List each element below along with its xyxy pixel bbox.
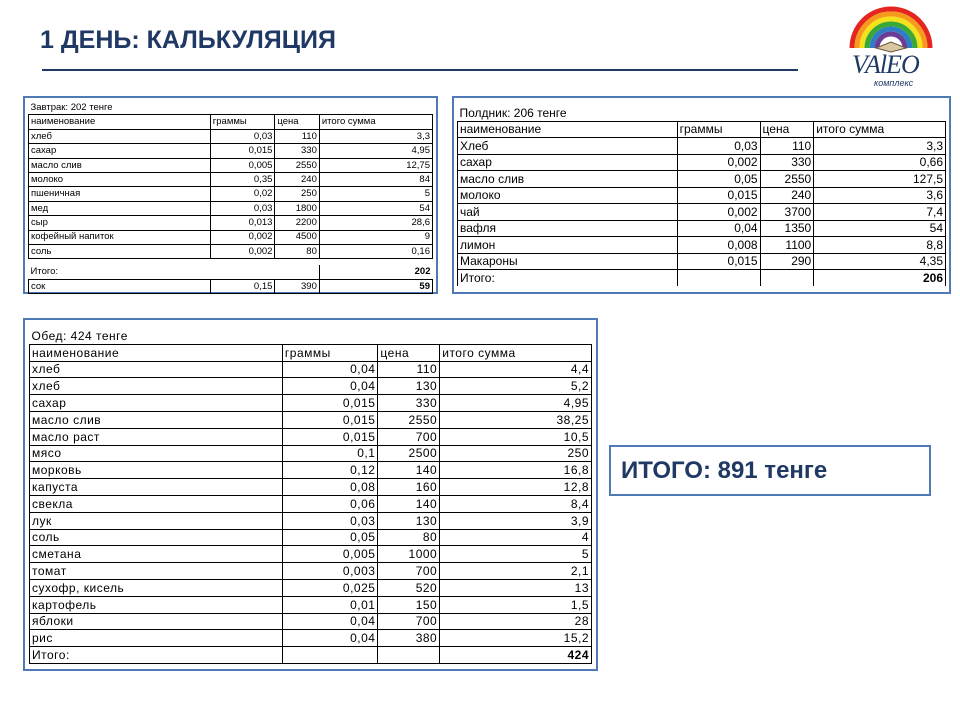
item-price: 330: [760, 154, 814, 171]
item-price: 290: [760, 253, 814, 270]
item-grams: 0,03: [210, 201, 275, 215]
item-price: 2200: [275, 216, 319, 230]
column-header: итого сумма: [440, 344, 592, 361]
table-row: [29, 216, 433, 230]
item-sum: 12,75: [319, 158, 432, 172]
item-name: хлеб: [30, 361, 283, 378]
item-sum: 1,5: [440, 596, 592, 613]
item-sum: 84: [319, 172, 432, 186]
item-sum: 0,16: [319, 244, 432, 258]
item-name: томат: [30, 563, 283, 580]
lunch-caption: Обед: 424 тенге: [31, 328, 128, 343]
table-row: [30, 395, 592, 412]
item-sum: 3,3: [319, 129, 432, 143]
column-header: граммы: [282, 344, 378, 361]
item-sum: 54: [319, 201, 432, 215]
table-row: [30, 563, 592, 580]
item-grams: 0,04: [282, 361, 378, 378]
item-sum: 4,95: [440, 395, 592, 412]
item-price: 520: [378, 579, 440, 596]
item-price: 2550: [760, 171, 814, 188]
item-grams: 0,025: [282, 579, 378, 596]
lunch-total-row: [30, 647, 592, 664]
item-price: 390: [275, 279, 319, 293]
item-price: 1800: [275, 201, 319, 215]
table-row: [30, 596, 592, 613]
item-name: молоко: [29, 172, 211, 186]
item-price: 130: [378, 378, 440, 395]
item-name: мед: [29, 201, 211, 215]
item-grams: 0,003: [282, 563, 378, 580]
item-price: 240: [275, 172, 319, 186]
item-grams: 0,12: [282, 462, 378, 479]
page-title: 1 ДЕНЬ: КАЛЬКУЛЯЦИЯ: [40, 26, 336, 54]
item-name: сухофр, кисель: [30, 579, 283, 596]
item-sum: 5: [319, 187, 432, 201]
item-price: 1100: [760, 237, 814, 254]
item-price: 80: [275, 244, 319, 258]
item-price: 130: [378, 512, 440, 529]
table-row: [29, 144, 433, 158]
column-header: граммы: [210, 115, 275, 129]
item-name: свекла: [30, 495, 283, 512]
breakfast-total-row: [29, 265, 433, 279]
item-name: сахар: [458, 154, 678, 171]
item-name: чай: [458, 204, 678, 221]
item-name: сахар: [29, 144, 211, 158]
item-grams: 0,015: [210, 144, 275, 158]
item-price: 240: [760, 187, 814, 204]
snack-total-row: [458, 270, 946, 286]
table-row: [30, 378, 592, 395]
item-price: 110: [275, 129, 319, 143]
item-sum: 4: [440, 529, 592, 546]
column-header: цена: [760, 121, 814, 138]
item-price: 2500: [378, 445, 440, 462]
item-sum: 12,8: [440, 479, 592, 496]
table-row: [30, 479, 592, 496]
snack-table: [457, 105, 946, 286]
item-sum: 28: [440, 613, 592, 630]
snack-panel: [452, 96, 951, 294]
table-row: [30, 630, 592, 647]
item-grams: 0,015: [282, 428, 378, 445]
column-header: наименование: [458, 121, 678, 138]
item-grams: 0,03: [210, 129, 275, 143]
table-row: [30, 495, 592, 512]
item-price: 700: [378, 428, 440, 445]
item-name: картофель: [30, 596, 283, 613]
item-sum: 8,4: [440, 495, 592, 512]
total-label: Итого:: [458, 270, 678, 286]
column-header: наименование: [29, 115, 211, 129]
item-name: лук: [30, 512, 283, 529]
column-header: итого сумма: [814, 121, 946, 138]
item-grams: 0,15: [210, 279, 275, 293]
item-price: 1000: [378, 546, 440, 563]
item-grams: 0,002: [677, 154, 760, 171]
item-sum: 3,3: [814, 138, 946, 155]
item-name: сметана: [30, 546, 283, 563]
item-price: 2550: [275, 158, 319, 172]
item-grams: 0,02: [210, 187, 275, 201]
item-sum: 3,9: [440, 512, 592, 529]
item-name: соль: [29, 244, 211, 258]
item-price: 150: [378, 596, 440, 613]
item-sum: 4,35: [814, 253, 946, 270]
table-row: [30, 428, 592, 445]
lunch-table: [29, 328, 592, 664]
item-grams: 0,04: [282, 630, 378, 647]
table-row: [30, 411, 592, 428]
item-name: сок: [29, 279, 211, 293]
item-grams: 0,005: [210, 158, 275, 172]
item-sum: 2,1: [440, 563, 592, 580]
table-header-row: [29, 115, 433, 129]
item-name: молоко: [458, 187, 678, 204]
item-grams: 0,03: [282, 512, 378, 529]
table-header-row: [458, 121, 946, 138]
item-grams: 0,08: [282, 479, 378, 496]
item-name: яблоки: [30, 613, 283, 630]
item-name: кофейный напиток: [29, 230, 211, 244]
logo-wordmark: VAlEO: [852, 50, 919, 79]
item-grams: 0,015: [282, 411, 378, 428]
item-grams: 0,04: [282, 613, 378, 630]
grand-total-box: [609, 445, 931, 496]
total-label: Итого:: [30, 266, 59, 278]
table-row: [30, 361, 592, 378]
item-sum: 28,6: [319, 216, 432, 230]
table-row: [30, 546, 592, 563]
item-sum: 54: [814, 220, 946, 237]
item-name: Хлеб: [458, 138, 678, 155]
item-price: 3700: [760, 204, 814, 221]
table-row: [458, 253, 946, 270]
item-sum: 13: [440, 579, 592, 596]
item-price: 2550: [378, 411, 440, 428]
item-grams: 0,06: [282, 495, 378, 512]
item-sum: 15,2: [440, 630, 592, 647]
item-name: капуста: [30, 479, 283, 496]
item-price: 250: [275, 187, 319, 201]
item-price: 4500: [275, 230, 319, 244]
column-header: итого сумма: [319, 115, 432, 129]
item-name: сыр: [29, 216, 211, 230]
item-grams: 0,015: [282, 395, 378, 412]
item-price: 330: [378, 395, 440, 412]
table-row: [458, 204, 946, 221]
item-sum: 4,95: [319, 144, 432, 158]
table-row: [29, 279, 433, 293]
item-name: масло слив: [29, 158, 211, 172]
item-name: сахар: [30, 395, 283, 412]
item-name: морковь: [30, 462, 283, 479]
item-grams: 0,002: [677, 204, 760, 221]
item-grams: 0,35: [210, 172, 275, 186]
item-name: соль: [30, 529, 283, 546]
item-price: 160: [378, 479, 440, 496]
title-underline: [42, 69, 798, 71]
table-row: [30, 445, 592, 462]
item-name: пшеничная: [29, 187, 211, 201]
item-price: 110: [378, 361, 440, 378]
item-sum: 16,8: [440, 462, 592, 479]
breakfast-table: [28, 101, 433, 294]
item-grams: 0,01: [282, 596, 378, 613]
column-header: цена: [275, 115, 319, 129]
table-row: [458, 220, 946, 237]
column-header: граммы: [677, 121, 760, 138]
table-row: [29, 201, 433, 215]
item-price: 380: [378, 630, 440, 647]
item-name: хлеб: [29, 129, 211, 143]
item-grams: 0,1: [282, 445, 378, 462]
table-row: [29, 158, 433, 172]
logo-subtitle: комплекс: [874, 78, 914, 88]
item-sum: 4,4: [440, 361, 592, 378]
item-sum: 5,2: [440, 378, 592, 395]
table-row: [30, 462, 592, 479]
item-name: масло слив: [30, 411, 283, 428]
table-header-row: [30, 344, 592, 361]
item-grams: 0,002: [210, 244, 275, 258]
item-sum: 127,5: [814, 171, 946, 188]
table-row: [30, 613, 592, 630]
item-grams: 0,05: [282, 529, 378, 546]
item-sum: 5: [440, 546, 592, 563]
item-name: масло раст: [30, 428, 283, 445]
item-name: рис: [30, 630, 283, 647]
item-price: 330: [275, 144, 319, 158]
total-value: 424: [440, 647, 592, 664]
item-grams: 0,015: [677, 187, 760, 204]
item-grams: 0,05: [677, 171, 760, 188]
item-name: Макароны: [458, 253, 678, 270]
item-name: лимон: [458, 237, 678, 254]
item-grams: 0,015: [677, 253, 760, 270]
breakfast-caption: Завтрак: 202 тенге: [30, 101, 113, 113]
table-row: [29, 187, 433, 201]
table-row: [29, 244, 433, 258]
item-sum: 250: [440, 445, 592, 462]
table-row: [458, 171, 946, 188]
table-row: [29, 230, 433, 244]
column-header: наименование: [30, 344, 283, 361]
table-row: [29, 129, 433, 143]
item-name: вафля: [458, 220, 678, 237]
item-price: 140: [378, 495, 440, 512]
item-sum: 0,66: [814, 154, 946, 171]
total-value: 202: [319, 265, 432, 279]
item-grams: 0,04: [282, 378, 378, 395]
item-price: 110: [760, 138, 814, 155]
table-row: [30, 579, 592, 596]
item-grams: 0,005: [282, 546, 378, 563]
total-value: 206: [814, 270, 946, 286]
item-price: 700: [378, 613, 440, 630]
item-price: 80: [378, 529, 440, 546]
item-name: хлеб: [30, 378, 283, 395]
total-label: Итого:: [30, 647, 283, 664]
item-grams: 0,008: [677, 237, 760, 254]
grand-total-text: ИТОГО: 891 тенге: [621, 456, 828, 484]
table-row: [30, 529, 592, 546]
snack-caption: Полдник: 206 тенге: [459, 105, 567, 120]
item-name: мясо: [30, 445, 283, 462]
item-sum: 3,6: [814, 187, 946, 204]
table-row: [458, 237, 946, 254]
item-price: 140: [378, 462, 440, 479]
item-grams: 0,04: [677, 220, 760, 237]
table-row: [458, 138, 946, 155]
item-sum: 38,25: [440, 411, 592, 428]
table-row: [30, 512, 592, 529]
breakfast-panel: [23, 96, 438, 294]
item-grams: 0,013: [210, 216, 275, 230]
item-sum: 9: [319, 230, 432, 244]
lunch-panel: [23, 318, 598, 671]
column-header: цена: [378, 344, 440, 361]
item-price: 1350: [760, 220, 814, 237]
item-grams: 0,03: [677, 138, 760, 155]
table-row: [458, 187, 946, 204]
item-sum: 59: [319, 279, 432, 293]
table-row: [458, 154, 946, 171]
item-sum: 7,4: [814, 204, 946, 221]
table-row: [29, 172, 433, 186]
item-price: 700: [378, 563, 440, 580]
item-sum: 10,5: [440, 428, 592, 445]
item-sum: 8,8: [814, 237, 946, 254]
item-name: масло слив: [458, 171, 678, 188]
item-grams: 0,002: [210, 230, 275, 244]
